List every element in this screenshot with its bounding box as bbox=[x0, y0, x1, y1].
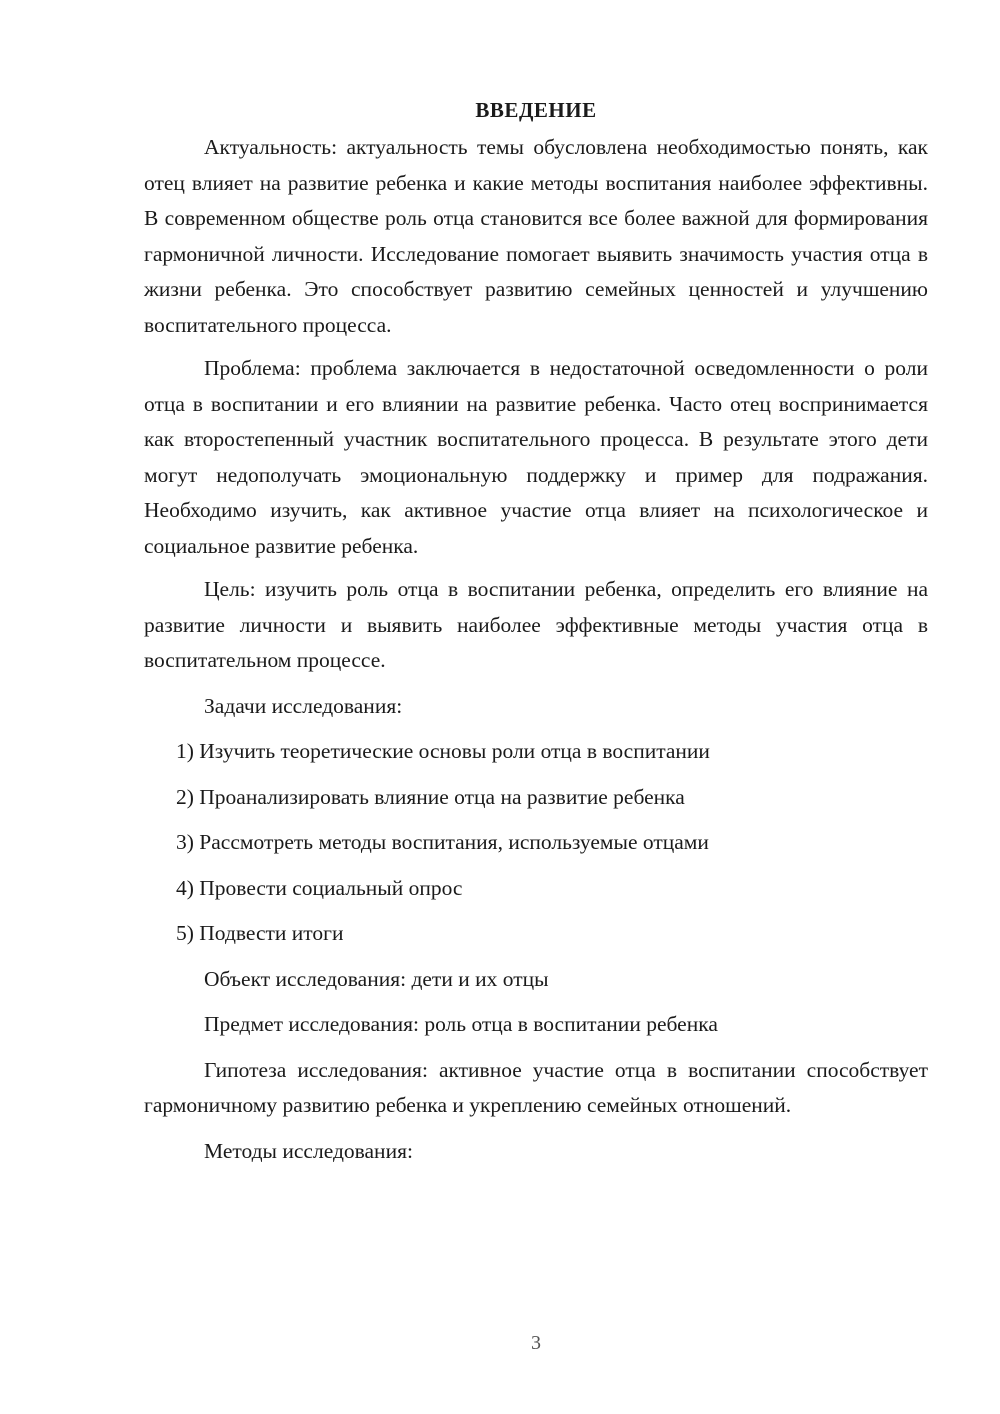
document-page bbox=[144, 92, 928, 1169]
task-item-1: 1) Изучить теоретические основы роли отца в воспитании bbox=[176, 739, 710, 763]
tasks-heading: Задачи исследования: bbox=[204, 693, 403, 718]
task-item-5: 5) Подвести итоги bbox=[176, 921, 344, 945]
problem-paragraph: Проблема: проблема заключается в недостаточной осведомленности о роли отца в воспитании и его влиянии на развитие ребенка. Часто отец воспринимается как второстепенный участник воспитательного процесса. В результате этого дети могут недополучать эмоциональную поддержку и пример для подражания. Необходимо изучить, как активное участие отца влияет на психологическое и социальное развитие ребенка. bbox=[144, 356, 928, 558]
hypothesis-paragraph: Гипотеза исследования: активное участие отца в воспитании способствует гармоничному развитию ребенка и укреплению семейных отношений. bbox=[144, 1057, 928, 1117]
research-object: Объект исследования: дети и их отцы bbox=[204, 966, 549, 991]
task-item-3: 3) Рассмотреть методы воспитания, используемые отцами bbox=[176, 830, 709, 854]
task-item-2: 2) Проанализировать влияние отца на развитие ребенка bbox=[176, 784, 685, 809]
section-heading: ВВЕДЕНИЕ bbox=[475, 98, 597, 122]
goal-paragraph: Цель: изучить роль отца в воспитании ребенка, определить его влияние на развитие личности и выявить наиболее эффективные методы участия отца в воспитательном процессе. bbox=[144, 577, 928, 672]
task-item-4: 4) Провести социальный опрос bbox=[176, 875, 463, 900]
methods-heading: Методы исследования: bbox=[204, 1138, 413, 1163]
research-subject: Предмет исследования: роль отца в воспитании ребенка bbox=[204, 1012, 718, 1036]
page-number: 3 bbox=[531, 1332, 541, 1354]
relevance-paragraph: Актуальность: актуальность темы обусловлена необходимостью понять, как отец влияет на развитие ребенка и какие методы воспитания наиболее эффективны. В современном обществе роль отца становится все более важной для формирования гармоничной личности. Исследование помогает выявить значимость участия отца в жизни ребенка. Это способствует развитию семейных ценностей и улучшению воспитательного процесса. bbox=[144, 135, 928, 337]
